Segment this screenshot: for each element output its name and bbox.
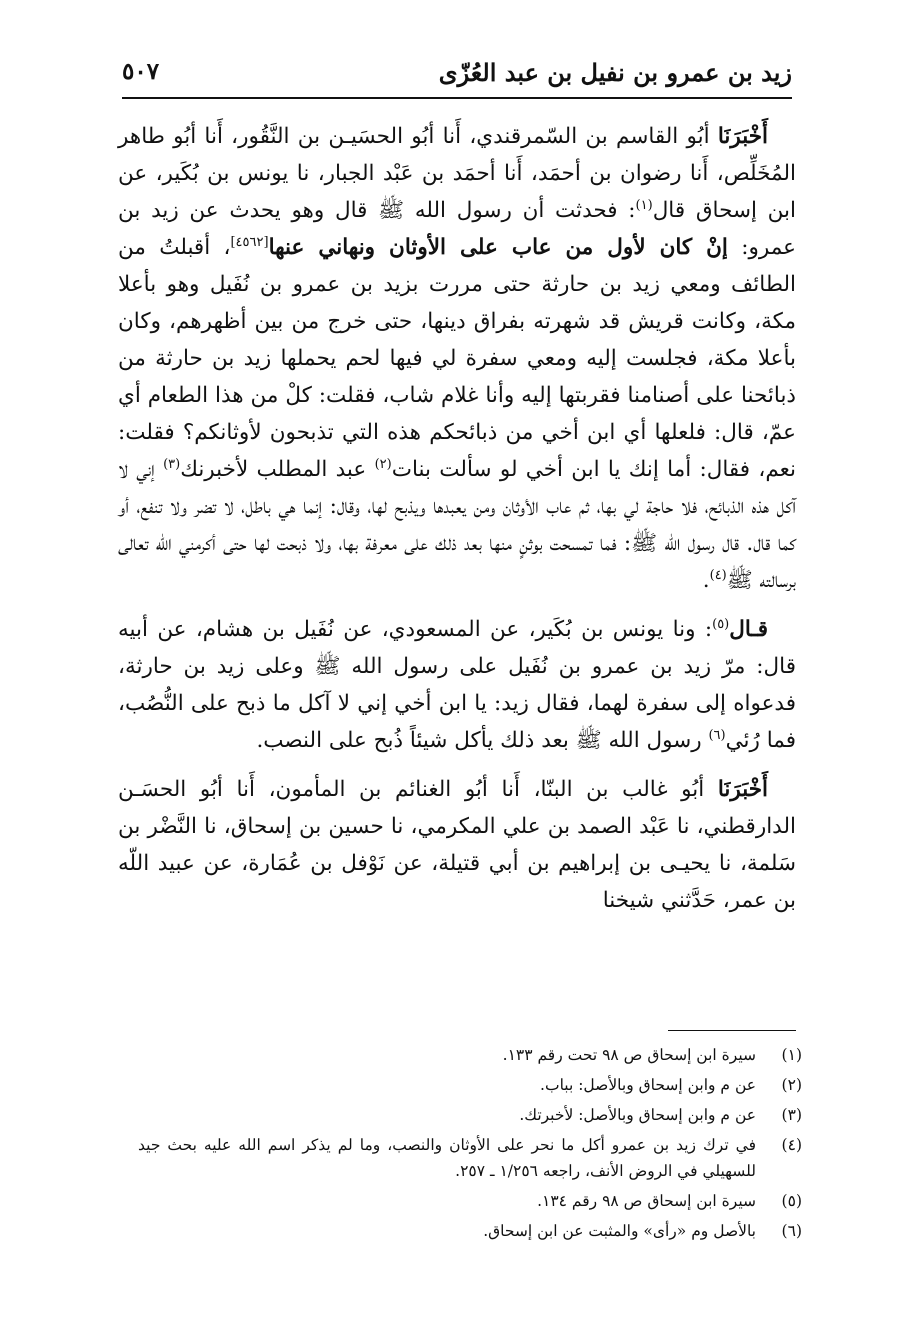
paragraph-3-lead: أَخْبَرَنَا [717,777,768,802]
footnote-ref-4: (٤) [709,567,727,583]
footnote-1 [138,1042,802,1068]
footnote-number: (٢) [781,1076,802,1094]
paragraph-1-end: . [702,568,710,593]
footnote-number: (٣) [781,1106,802,1124]
footnote-number: (٤) [781,1136,802,1154]
paragraph-3-text: أبُو غالب بن البنّا، أَنا أبُو الغنائم بن المأمون، أَنا أبُو الحسَـن الدارقطني، نا عَبْد الصمد بن علي المكرمي، نا حسين بن إسحاق، نا النَّضْر بن سَلمة، نا يحيـى بن إبراهيم بن أبي قتيلة، عن نَوْفل بن عُمَارة، عن عبيد اللّه بن عمر، حَدَّثني شيخنا [118,777,796,913]
paragraph-1-lead: أَخْبَرَنَا [717,124,768,149]
paragraph-3 [118,771,796,919]
header-rule [122,97,792,99]
footnote-number: (١) [781,1046,802,1064]
main-text [118,118,796,919]
footnote-text: عن م وابن إسحاق وبالأصل: بباب. [540,1076,756,1094]
paragraph-2-text-b: رسول الله ﷺ بعد ذلك يأكل شيئاً ذُبح على النصب. [256,728,709,753]
footnote-4 [138,1132,802,1184]
footnote-5 [138,1188,802,1214]
paragraph-1-text-b: : فحدثت أن رسول الله ﷺ قال وهو يحدث عن زيد بن عمرو: [118,198,796,260]
page-number: ٥٠٧ [122,58,160,85]
footnote-ref-1: (١) [635,197,653,213]
paragraph-1-text-d: عبد المطلب لأخبرنك [180,457,375,482]
footnote-number: (٦) [781,1222,802,1240]
hadith-ref-number: [٤٥٦٢] [230,234,269,250]
paragraph-1-text-e: إني لا آكل هذه الذبائح، فلا حاجة لي بها، ثم عاب الأوثان ومن يعبدها ويذبح لها، وقال: إنما هي باطل، لا تضر ولا تنفع، أو كما قال. قال رسول الله ﷺ: فما تمسحت بوثنٍ منها بعد ذلك على معرفة بها، ولا ذبحت لها حتى أكرمني الله تعالى برسالته ﷺ [118,457,796,593]
paragraph-1-text-a: أبُو القاسم بن السّمرقندي، أَنا أبُو الحسَيـن بن النَّقُور، أَنا أبُو طاهر المُخَلِّص، أَنا رضوان بن أحمَد، أَنا أحمَد بن عَبْد الجبار، نا يونس بن بُكَير، عن ابن إسحاق قال [118,124,796,223]
paragraph-2-text-a: : ونا يونس بن بُكَير، عن المسعودي، عن نُفَيل بن هشام، عن أبيه قال: مرّ زيد بن عمرو بن نُفَيل على رسول الله ﷺ وعلى زيد بن حارثة، فدعواه إلى سفرة لهما، فقال زيد: يا ابن أخي إني لا آكل ما ذبح على النُّصُب، فما رُئي [118,617,796,753]
footnote-number: (٥) [781,1192,802,1210]
footnote-ref-6: (٦) [708,727,726,743]
footnote-text: بالأصل وم «رأى» والمثبت عن ابن إسحاق. [483,1222,756,1240]
footnotes [138,1042,802,1248]
footnote-text: سيرة ابن إسحاق ص ٩٨ رقم ١٣٤. [537,1192,756,1210]
footnote-ref-3: (٣) [163,456,181,472]
footnote-ref-5: (٥) [712,616,730,632]
footnote-2 [138,1072,802,1098]
paragraph-2-lead: قـال [729,617,768,642]
running-header [122,58,792,98]
footnote-text: سيرة ابن إسحاق ص ٩٨ تحت رقم ١٣٣. [502,1046,756,1064]
footnote-text: في ترك زيد بن عمرو أكل ما نحر على الأوثان والنصب، وما لم يذكر اسم الله عليه بحث جيد للسهيلي في الروض الأنف، راجعه ١/٢٥٦ ـ ٢٥٧. [138,1136,756,1180]
running-title: زيد بن عمرو بن نفيل بن عبد العُزّى [438,58,792,87]
footnote-6 [138,1218,802,1244]
hadith-quote: إنْ كان لأول من عاب على الأوثان ونهاني عنها [268,235,728,260]
paragraph-2 [118,611,796,759]
footnote-text: عن م وابن إسحاق وبالأصل: لأخبرتك. [519,1106,756,1124]
footnote-ref-2: (٢) [374,456,392,472]
paragraph-1-text-c: ، أقبلتُ من الطائف ومعي زيد بن حارثة حتى مررت بزيد بن عمرو بن نُفَيل وهو بأعلا مكة، وكانت قريش قد شهرته بفراق دينها، حتى خرج من بين أظهرهم، وكان بأعلا مكة، فجلست إليه ومعي سفرة لي فيها لحم يحملها زيد بن حارثة من ذبائحنا على أصنامنا فقربتها إليه وأنا غلام شاب، فقلت: كلْ من هذا الطعام أي عمّ، قال: فلعلها أي ابن أخي من ذبائحكم هذه التي تذبحون لأوثانكم؟ فقلت: نعم، فقال: أما إنك يا ابن أخي لو سألت بنات [118,235,796,482]
footnote-separator [668,1030,796,1031]
paragraph-1 [118,118,796,599]
footnote-3 [138,1102,802,1128]
